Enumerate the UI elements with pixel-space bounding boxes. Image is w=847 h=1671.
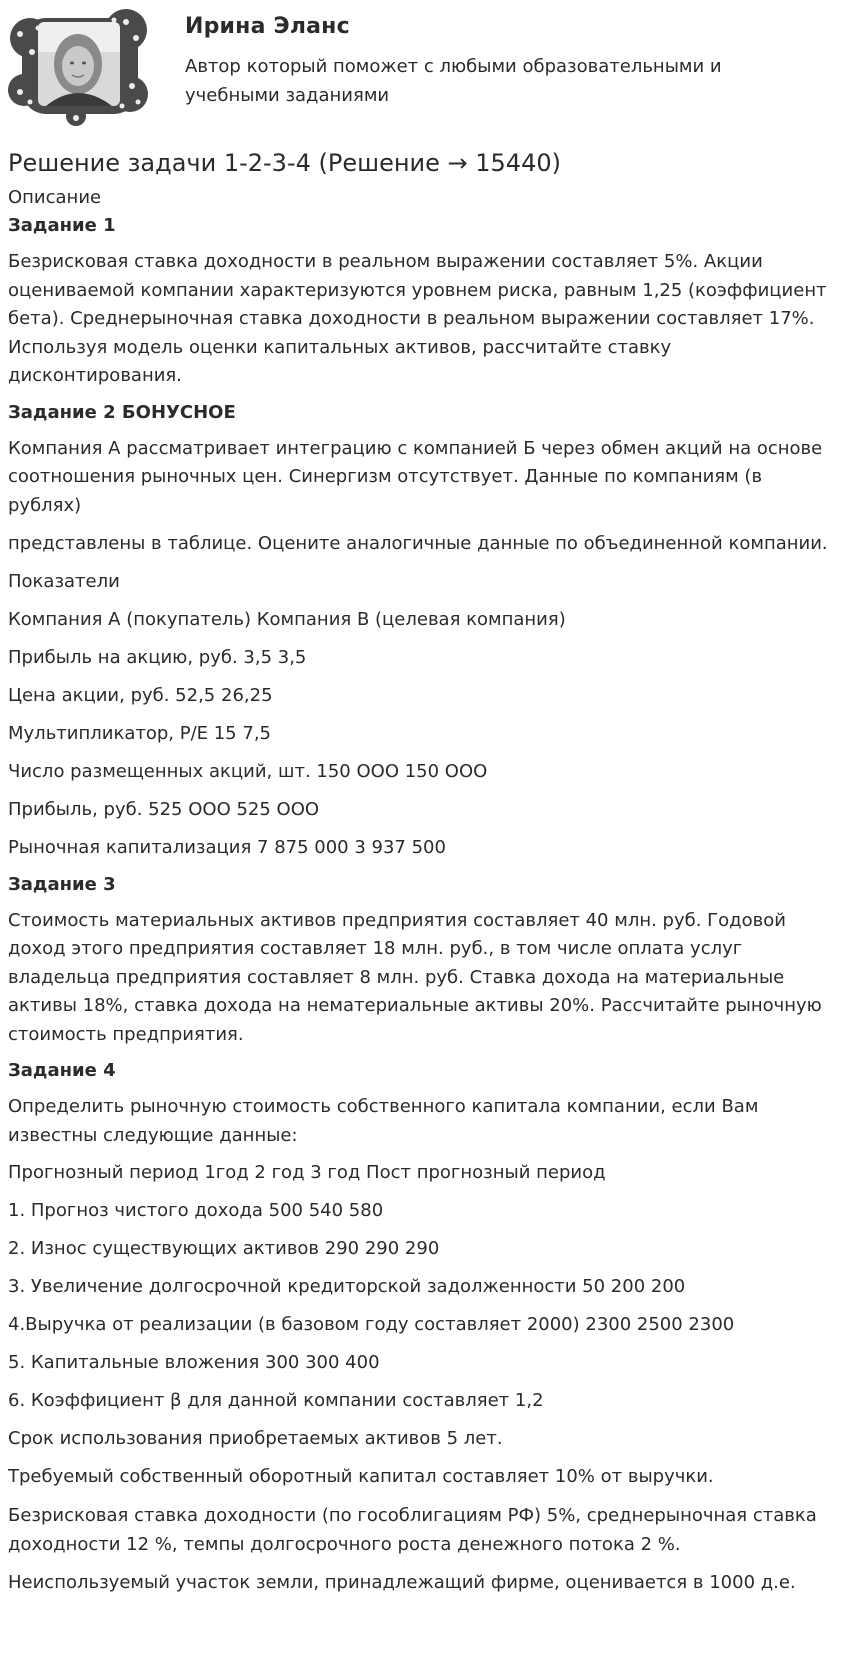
task-4-line: Срок использования приобретаемых активов 5 лет. xyxy=(8,1428,503,1449)
task-4-line: 5. Капитальные вложения 300 300 400 xyxy=(8,1352,380,1373)
author-description: Автор который поможет с любыми образовательными и учебными заданиями xyxy=(185,56,722,106)
task-2-line: Прибыль на акцию, руб. 3,5 3,5 xyxy=(8,646,307,668)
task-2-text-2: представлены в таблице. Оцените аналогичные данные по объединенной компании. xyxy=(8,533,828,554)
author-avatar xyxy=(8,8,150,126)
task-4-line: Требуемый собственный оборотный капитал составляет 10% от выручки. xyxy=(8,1466,714,1487)
task-4-line: 2. Износ существующих активов 290 290 290 xyxy=(8,1238,440,1259)
task-2-text-1: Компания А рассматривает интеграцию с компанией Б через обмен акций на основе соотношения рыночных цен. Синергизм отсутствует. Данные по компаниям (в рублях) xyxy=(8,437,823,516)
task-content xyxy=(8,148,838,1608)
task-3-heading: Задание 3 xyxy=(8,873,116,895)
author-card xyxy=(8,6,838,126)
task-2-line: Рыночная капитализация 7 875 000 3 937 500 xyxy=(8,836,446,858)
description-label: Описание xyxy=(8,187,102,208)
task-2-heading: Задание 2 БОНУСНОЕ xyxy=(8,401,236,423)
author-name[interactable]: Ирина Эланс xyxy=(185,14,350,39)
task-4-line: 6. Коэффициент β для данной компании составляет 1,2 xyxy=(8,1390,544,1411)
task-2-line: Цена акции, руб. 52,5 26,25 xyxy=(8,684,273,706)
task-2-line: Показатели xyxy=(8,570,120,592)
page-title: Решение задачи 1-2-3-4 (Решение → 15440) xyxy=(8,149,561,177)
task-3-text: Стоимость материальных активов предприятия составляет 40 млн. руб. Годовой доход этого предприятия составляет 18 млн. руб., в том числе оплата услуг владельца предприятия составляет 8 млн. руб. Ставка дохода на материальные активы 18%, ставка дохода на нематериальные активы 20%. Рассчитайте рыночную стоимость предприятия. xyxy=(8,909,822,1045)
task-1-heading: Задание 1 xyxy=(8,215,116,236)
task-4-line: 1. Прогноз чистого дохода 500 540 580 xyxy=(8,1200,384,1221)
task-4-line: Прогнозный период 1год 2 год 3 год Пост прогнозный период xyxy=(8,1162,606,1183)
task-4-heading: Задание 4 xyxy=(8,1060,116,1081)
task-4-text-2: Безрисковая ставка доходности (по гособлигациям РФ) 5%, среднерыночная ставка доходности 12 %, темпы долгосрочного роста денежного потока 2 %. xyxy=(8,1505,817,1555)
task-2-line: Компания А (покупатель) Компания В (целевая компания) xyxy=(8,608,566,630)
task-2-line: Прибыль, руб. 525 ООО 525 ООО xyxy=(8,798,320,820)
task-4-text-3: Неиспользуемый участок земли, принадлежащий фирме, оценивается в 1000 д.е. xyxy=(8,1572,796,1593)
task-4-line: 4.Выручка от реализации (в базовом году составляет 2000) 2300 2500 2300 xyxy=(8,1314,735,1335)
task-2-line: Число размещенных акций, шт. 150 ООО 150 ООО xyxy=(8,760,488,782)
task-2-line: Мультипликатор, P/E 15 7,5 xyxy=(8,722,271,744)
task-1-text: Безрисковая ставка доходности в реальном выражении составляет 5%. Акции оцениваемой компании характеризуются уровнем риска, равным 1,25 (коэффициент бета). Среднерыночная ставка доходности в реальном выражении составляет 17%. Используя модель оценки капитальных активов, рассчитайте ставку дисконтирования. xyxy=(8,251,827,386)
task-4-line: 3. Увеличение долгосрочной кредиторской задолженности 50 200 200 xyxy=(8,1276,686,1297)
task-4-text: Определить рыночную стоимость собственного капитала компании, если Вам известны следующие данные: xyxy=(8,1096,759,1146)
